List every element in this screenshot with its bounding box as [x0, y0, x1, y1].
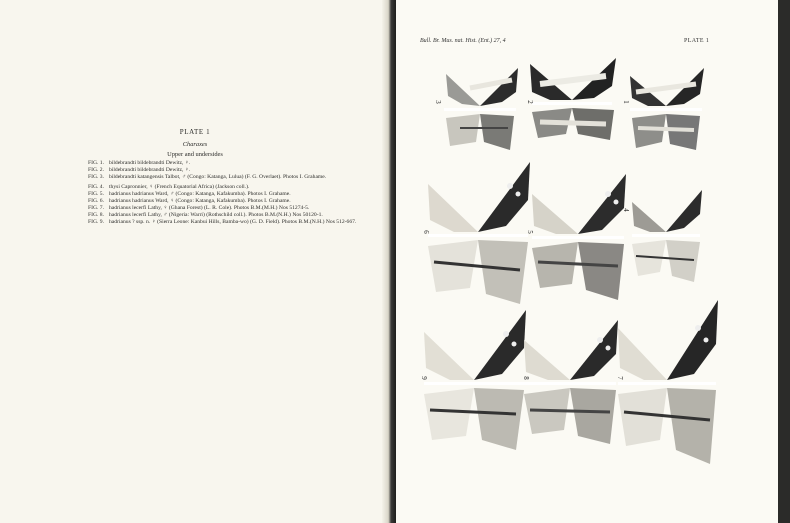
fig-caption: thysi Capronnier, ♀ (French Equatorial Africa) (Jackson coll.).	[109, 184, 250, 190]
plate-label: PLATE 1	[684, 38, 710, 44]
legend-entry-7	[88, 205, 358, 212]
fig-caption: hadrianus ? ssp. n. ♀ (Sierra Leone: Kanbui Hills, Bamba-wo) (G. D. Field). Photos B.M.(N.H.) Nos 512-667.	[109, 219, 357, 225]
running-head: Bull. Br. Mus. nat. Hist. (Ent.) 27, 4	[420, 38, 506, 44]
butterfly-specimen-9	[420, 308, 528, 456]
butterfly-specimen-7	[614, 298, 720, 466]
legend-entry-3	[88, 174, 358, 181]
butterfly-specimen-6	[421, 160, 532, 308]
fig-number: FIG. 7.	[88, 205, 105, 211]
fig-number: FIG. 3.	[88, 174, 105, 180]
fig-caption: bildebrandti katangensis Talbot, ♂ (Congo: Katanga, Lulua) (F. G. Overlaet). Photos I. Grahame.	[109, 174, 327, 180]
fig-number: FIG. 1.	[88, 160, 105, 166]
fig-number: FIG. 2.	[88, 167, 105, 173]
butterfly-specimen-5	[525, 172, 628, 302]
butterfly-specimen-2	[526, 54, 618, 142]
figure-label-4: 4	[621, 208, 630, 212]
fig-caption: hadrianus lecerfi Lathy, ♂ (Nigeria: Warri) (Rothschild coll.). Photos B.M.(N.H.) Nos 50120-1.	[109, 212, 323, 218]
butterfly-specimen-3	[440, 62, 520, 158]
legend-entry-8	[88, 212, 358, 219]
fig-number: FIG. 5.	[88, 191, 105, 197]
figure-label-3: 3	[433, 100, 442, 104]
left-page	[0, 0, 390, 523]
figure-legend	[88, 160, 358, 226]
fig-caption: hadrianus hadrianus Ward, ♀ (Congo: Katanga, Kafakumba). Photos I. Grahame.	[109, 198, 291, 204]
figure-label-5: 5	[525, 230, 534, 234]
fig-caption: hadrianus hadrianus Ward, ♂ (Congo: Katanga, Kafakumba). Photos I. Grahame.	[109, 191, 291, 197]
fig-number: FIG. 9.	[88, 219, 105, 225]
legend-entry-5	[88, 191, 358, 198]
book-gutter	[382, 0, 396, 523]
fig-caption: bildebrandti bildebrandti Dewitz, ♀.	[109, 167, 191, 173]
figure-label-1: 1	[621, 100, 630, 104]
figure-label-9: 9	[419, 376, 428, 380]
figure-label-8: 8	[521, 376, 530, 380]
fig-number: FIG. 8.	[88, 212, 105, 218]
legend-entry-4	[88, 184, 358, 191]
genus-heading: Charaxes	[182, 141, 208, 148]
figure-label-6: 6	[421, 230, 430, 234]
legend-entry-6	[88, 198, 358, 205]
plate-title: PLATE 1	[179, 128, 211, 136]
legend-entry-9	[88, 219, 358, 226]
legend-entry-2	[88, 167, 358, 174]
figure-label-2: 2	[525, 100, 534, 104]
butterfly-specimen-4	[628, 186, 704, 286]
fig-number: FIG. 4.	[88, 184, 105, 190]
page-edge	[778, 0, 790, 523]
fig-caption: hadrianus lecerfi Lathy, ♀ (Ghana Forest) (L. R. Cole). Photos B.M.(M.H.) Nos 51274-5.	[109, 205, 310, 211]
butterfly-specimen-8	[520, 318, 620, 448]
butterfly-specimen-1	[626, 62, 706, 158]
fig-number: FIG. 6.	[88, 198, 105, 204]
fig-caption: bildebrandti bildebrandti Dewitz, ♀.	[109, 160, 191, 166]
plate-subtitle: Upper and undersides	[167, 151, 223, 158]
figure-label-7: 7	[615, 376, 624, 380]
legend-entry-1	[88, 160, 358, 167]
